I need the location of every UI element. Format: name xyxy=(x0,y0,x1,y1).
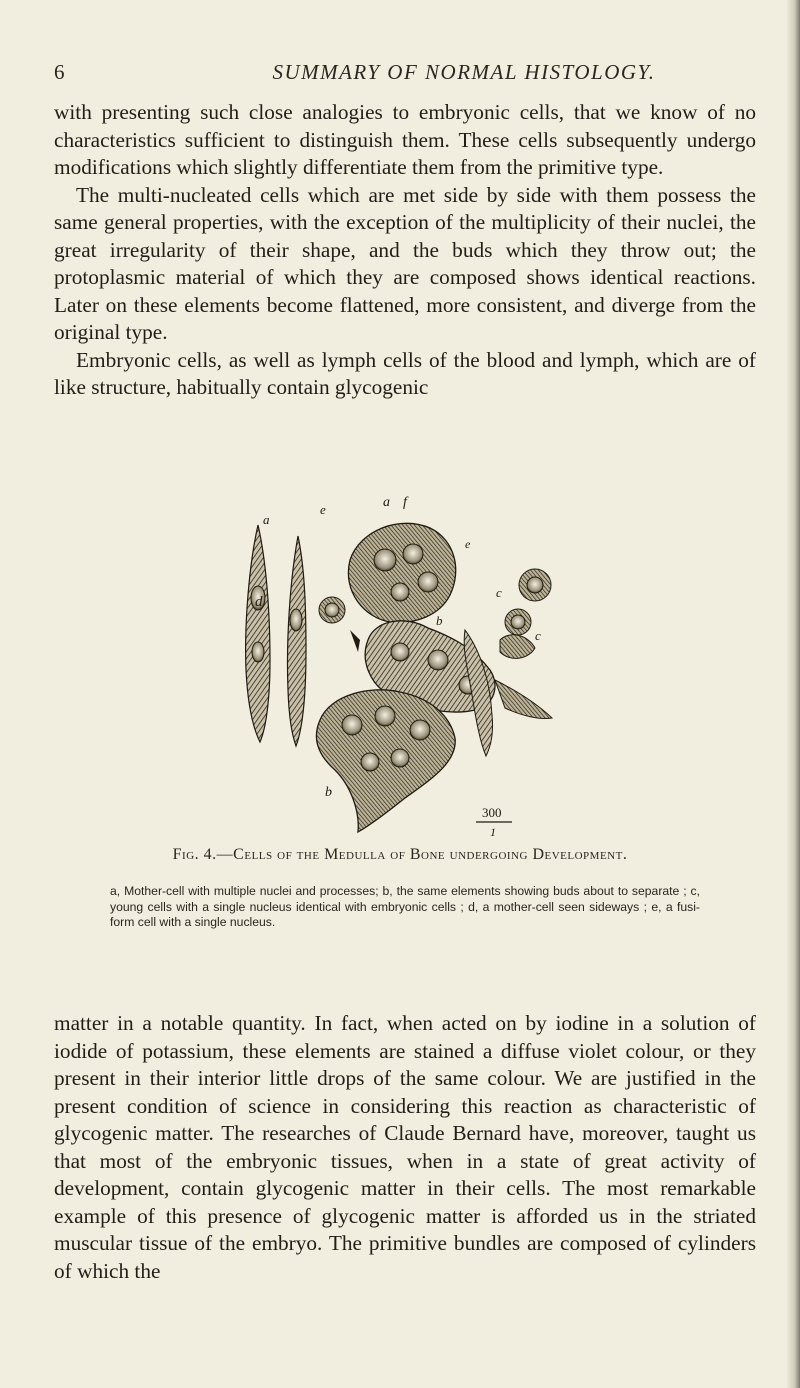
body-text-bottom xyxy=(54,1010,756,1285)
label-b-bottom: b xyxy=(325,785,332,800)
paragraph: Embryonic cells, as well as lymph cells of the blood and lymph, which are of like structure, habitually contain glycogenic xyxy=(54,347,756,399)
cell-illustration xyxy=(200,480,600,840)
figure-caption xyxy=(90,845,710,864)
running-head xyxy=(54,60,754,88)
scale-label: 300 xyxy=(482,805,502,820)
spindle-cell-e xyxy=(287,536,306,746)
label-c-right: c xyxy=(535,628,541,643)
figure-number: Fig. 4. xyxy=(172,846,217,863)
mother-cell-a xyxy=(348,523,455,622)
spindle-cell-d xyxy=(246,525,270,742)
label-a-left: a xyxy=(263,512,270,527)
young-cell xyxy=(319,597,345,623)
paragraph: with presenting such close analogies to embryonic cells, that we know of no characteristics sufficient to distinguish them. These cells subsequently undergo modifications which slightly differentiate them from the primitive type. xyxy=(54,100,756,179)
page-edge-shadow xyxy=(786,0,800,1388)
figure-bone-medulla-cells xyxy=(200,480,600,840)
paragraph: matter in a notable quantity. In fact, when acted on by iodine in a solution of iodide of potassium, these elements are stained a diffuse violet colour, or they present in their interior little drops of the same colour. We are justified in the present condition of science in considering this reaction as characteristic of glycogenic matter. The researches of Claude Bernard have, moreover, taught us that most of the embryonic tissues, when in a state of great activity of development, contain glycogenic matter in their cells. The most remarkable example of this presence of glycogenic matter is afforded us in the striated muscular tissue of the embryo. The primitive bundles are composed of cylinders of which the xyxy=(54,1011,756,1283)
running-title: SUMMARY OF NORMAL HISTOLOGY. xyxy=(272,60,656,84)
label-d-top: a xyxy=(383,495,390,510)
figure-legend: a, Mother-cell with multiple nuclei and processes; b, the same elements showing buds about to separate ; c, young cells with a single nucleus identical with embryonic cells ; d, a mother-cell seen sideways ; e, a fusi-form cell with a single nucleus. xyxy=(110,884,700,929)
young-cell-c xyxy=(500,569,551,658)
mother-cell-lower xyxy=(316,690,455,832)
label-b-top: b xyxy=(436,613,443,628)
body-text-top xyxy=(54,99,756,402)
label-e-left: e xyxy=(320,502,326,517)
figure-title: —Cells of the Medulla of Bone undergoing Development. xyxy=(216,846,628,863)
label-e: e xyxy=(465,537,471,551)
paragraph: The multi-nucleated cells which are met side by side with them possess the same general properties, with the exception of the multiplicity of their nuclei, the great irregularity of their shape, and the buds which they throw out; the protoplasmic material of which they are composed shows identical reactions. Later on these elements become flattened, more consistent, and diverge from the original type. xyxy=(54,182,756,344)
scale-sub: 1 xyxy=(490,825,496,839)
label-c-top: c xyxy=(496,585,502,600)
magnification-scale xyxy=(476,805,512,839)
label-f: f xyxy=(403,495,407,510)
page-number: 6 xyxy=(54,60,65,84)
label-d: d xyxy=(255,594,263,610)
